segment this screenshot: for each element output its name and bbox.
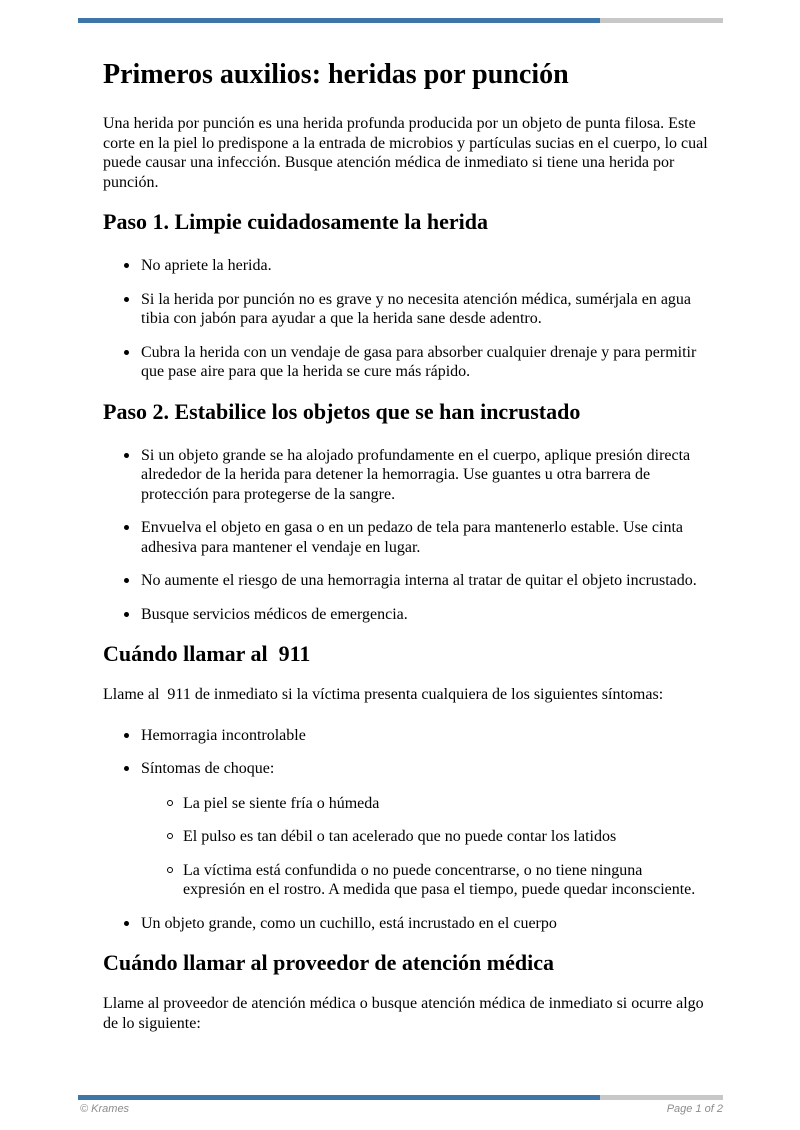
sub-list-item (183, 861, 701, 900)
list-item (141, 726, 713, 746)
list-item-text: Síntomas de choque: (141, 760, 275, 777)
section-heading-call-provider: Cuándo llamar al proveedor de atención médica (103, 950, 554, 975)
document-content (103, 0, 713, 1033)
bullet-dot-icon (124, 612, 129, 617)
sub-list-item-text: La víctima está confundida o no puede concentrarse, o no tiene ninguna expresión en el rostro. A medida que pasa el tiempo, puede quedar inconsciente. (183, 861, 696, 898)
bullet-circle-icon (167, 867, 173, 873)
call-911-lead-paragraph: Llame al 911 de inmediato si la víctima presenta cualquiera de los siguientes síntomas: (103, 686, 664, 703)
list-item (141, 343, 713, 382)
list-item (141, 571, 713, 591)
paso-1-list (103, 256, 713, 382)
list-item (141, 290, 713, 329)
bullet-circle-icon (167, 833, 173, 839)
bullet-dot-icon (124, 578, 129, 583)
list-item (141, 518, 713, 557)
bullet-circle-icon (167, 800, 173, 806)
section-heading-paso-1: Paso 1. Limpie cuidadosamente la herida (103, 209, 489, 234)
footer-copyright: © Krames (80, 1103, 130, 1115)
call-911-list (103, 726, 713, 934)
footer-page-number: Page 1 of 2 (666, 1103, 723, 1115)
list-item-text: No aumente el riesgo de una hemorragia interna al tratar de quitar el objeto incrustado. (141, 572, 697, 589)
section-heading-call-911: Cuándo llamar al 911 (103, 641, 311, 666)
list-item (141, 914, 713, 934)
list-item (141, 759, 713, 900)
sub-list-item (183, 827, 701, 847)
list-item (141, 256, 713, 276)
sub-list-item-text: La piel se siente fría o húmeda (183, 794, 380, 812)
footer-divider (78, 1095, 723, 1100)
intro-paragraph: Una herida por punción es una herida profunda producida por un objeto de punta filosa. Este corte en la piel lo predispone a la entrada de microbios y partículas sucias en el cuerpo, lo cual puede causar una infección. Busque atención médica de inmediato si tiene una herida por punción. (103, 115, 708, 191)
sub-list-item (183, 794, 701, 814)
list-item-text: Si la herida por punción no es grave y no necesita atención médica, sumérjala en agua tibia con jabón para ayudar a que la herida sane desde adentro. (141, 290, 692, 327)
list-item-text: Hemorragia incontrolable (141, 726, 306, 744)
bullet-dot-icon (124, 733, 129, 738)
list-item (141, 605, 713, 625)
bullet-dot-icon (124, 297, 129, 302)
paso-2-list (103, 446, 713, 625)
bullet-dot-icon (124, 453, 129, 458)
bullet-dot-icon (124, 263, 129, 268)
bullet-dot-icon (124, 766, 129, 771)
list-item-text: Cubra la herida con un vendaje de gasa para absorber cualquier drenaje y para permitir que pase aire para que la herida se cure más rápido. (141, 343, 697, 380)
bullet-dot-icon (124, 350, 129, 355)
bullet-dot-icon (124, 921, 129, 926)
list-item-text: No apriete la herida. (141, 257, 272, 274)
sub-list-item-text: El pulso es tan débil o tan acelerado que no puede contar los latidos (183, 828, 617, 845)
list-item-text: Envuelva el objeto en gasa o en un pedazo de tela para mantenerlo estable. Use cinta adhesiva para mantener el vendaje en lugar. (141, 519, 683, 556)
bullet-dot-icon (124, 525, 129, 530)
shock-symptoms-sublist (141, 794, 701, 900)
call-provider-lead-paragraph: Llame al proveedor de atención médica o busque atención médica de inmediato si ocurre algo de lo siguiente: (103, 995, 704, 1032)
list-item-text: Busque servicios médicos de emergencia. (141, 605, 408, 623)
document-title: Primeros auxilios: heridas por punción (103, 59, 569, 90)
list-item-text: Si un objeto grande se ha alojado profundamente en el cuerpo, aplique presión directa alrededor de la herida para detener la hemorragia. Use guantes u otra barrera de protección para protegerse de la sangre. (141, 446, 691, 503)
list-item-text: Un objeto grande, como un cuchillo, está incrustado en el cuerpo (141, 914, 557, 932)
list-item (141, 446, 713, 505)
footer-divider-accent (78, 1095, 600, 1100)
section-heading-paso-2: Paso 2. Estabilice los objetos que se han incrustado (103, 398, 581, 424)
